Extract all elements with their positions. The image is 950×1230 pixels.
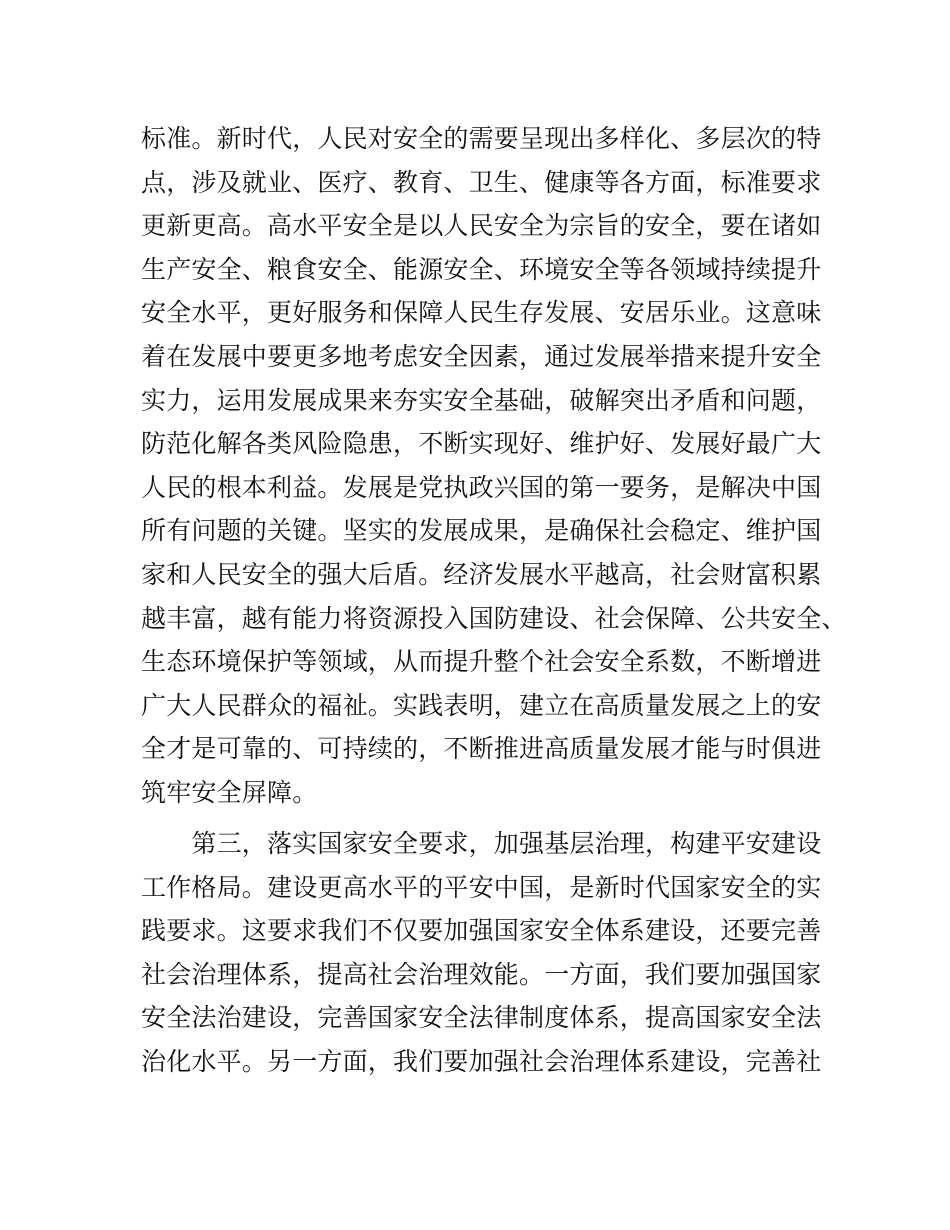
text-line: 筑牢安全屏障。 bbox=[141, 777, 318, 807]
text-line: 践要求。这要求我们不仅要加强国家安全体系建设，还要完善 bbox=[141, 916, 822, 946]
text-line: 工作格局。建设更高水平的平安中国，是新时代国家安全的实 bbox=[141, 872, 822, 902]
text-line: 第三，落实国家安全要求，加强基层治理，构建平安建设 bbox=[141, 829, 822, 858]
paragraph-third bbox=[141, 822, 831, 1084]
text-line: 广大人民群众的福祉。实践表明，建立在高质量发展之上的安 bbox=[141, 690, 822, 720]
text-line: 安全法治建设，完善国家安全法律制度体系，提高国家安全法 bbox=[141, 1003, 822, 1033]
text-line: 更新更高。高水平安全是以人民安全为宗旨的安全，要在诸如 bbox=[141, 211, 822, 241]
text-line: 着在发展中要更多地考虑安全因素，通过发展举措来提升安全 bbox=[141, 341, 822, 371]
text-line: 生产安全、粮食安全、能源安全、环境安全等各领域持续提升 bbox=[141, 254, 822, 284]
text-line: 生态环境保护等领域，从而提升整个社会安全系数，不断增进 bbox=[141, 647, 822, 677]
text-line: 家和人民安全的强大后盾。经济发展水平越高，社会财富积累 bbox=[141, 559, 822, 589]
text-line: 标准。新时代，人民对安全的需要呈现出多样化、多层次的特 bbox=[141, 124, 822, 153]
text-line: 所有问题的关键。坚实的发展成果，是确保社会稳定、维护国 bbox=[141, 516, 822, 546]
text-line: 社会治理体系，提高社会治理效能。一方面，我们要加强国家 bbox=[141, 959, 822, 989]
text-line: 防范化解各类风险隐患，不断实现好、维护好、发展好最广大 bbox=[141, 429, 822, 459]
text-line: 全才是可靠的、可持续的，不断推进高质量发展才能与时俱进 bbox=[141, 734, 822, 764]
text-line: 治化水平。另一方面，我们要加强社会治理体系建设，完善社 bbox=[141, 1046, 822, 1076]
text-line: 点，涉及就业、医疗、教育、卫生、健康等各方面，标准要求 bbox=[141, 167, 822, 197]
text-line: 人民的根本利益。发展是党执政兴国的第一要务，是解决中国 bbox=[141, 472, 822, 502]
text-line: 安全水平，更好服务和保障人民生存发展、安居乐业。这意味 bbox=[141, 298, 822, 328]
text-line: 越丰富，越有能力将资源投入国防建设、社会保障、公共安全、 bbox=[141, 603, 847, 633]
text-line: 实力，运用发展成果来夯实安全基础，破解突出矛盾和问题， bbox=[141, 385, 822, 415]
paragraph-continued bbox=[141, 117, 847, 815]
